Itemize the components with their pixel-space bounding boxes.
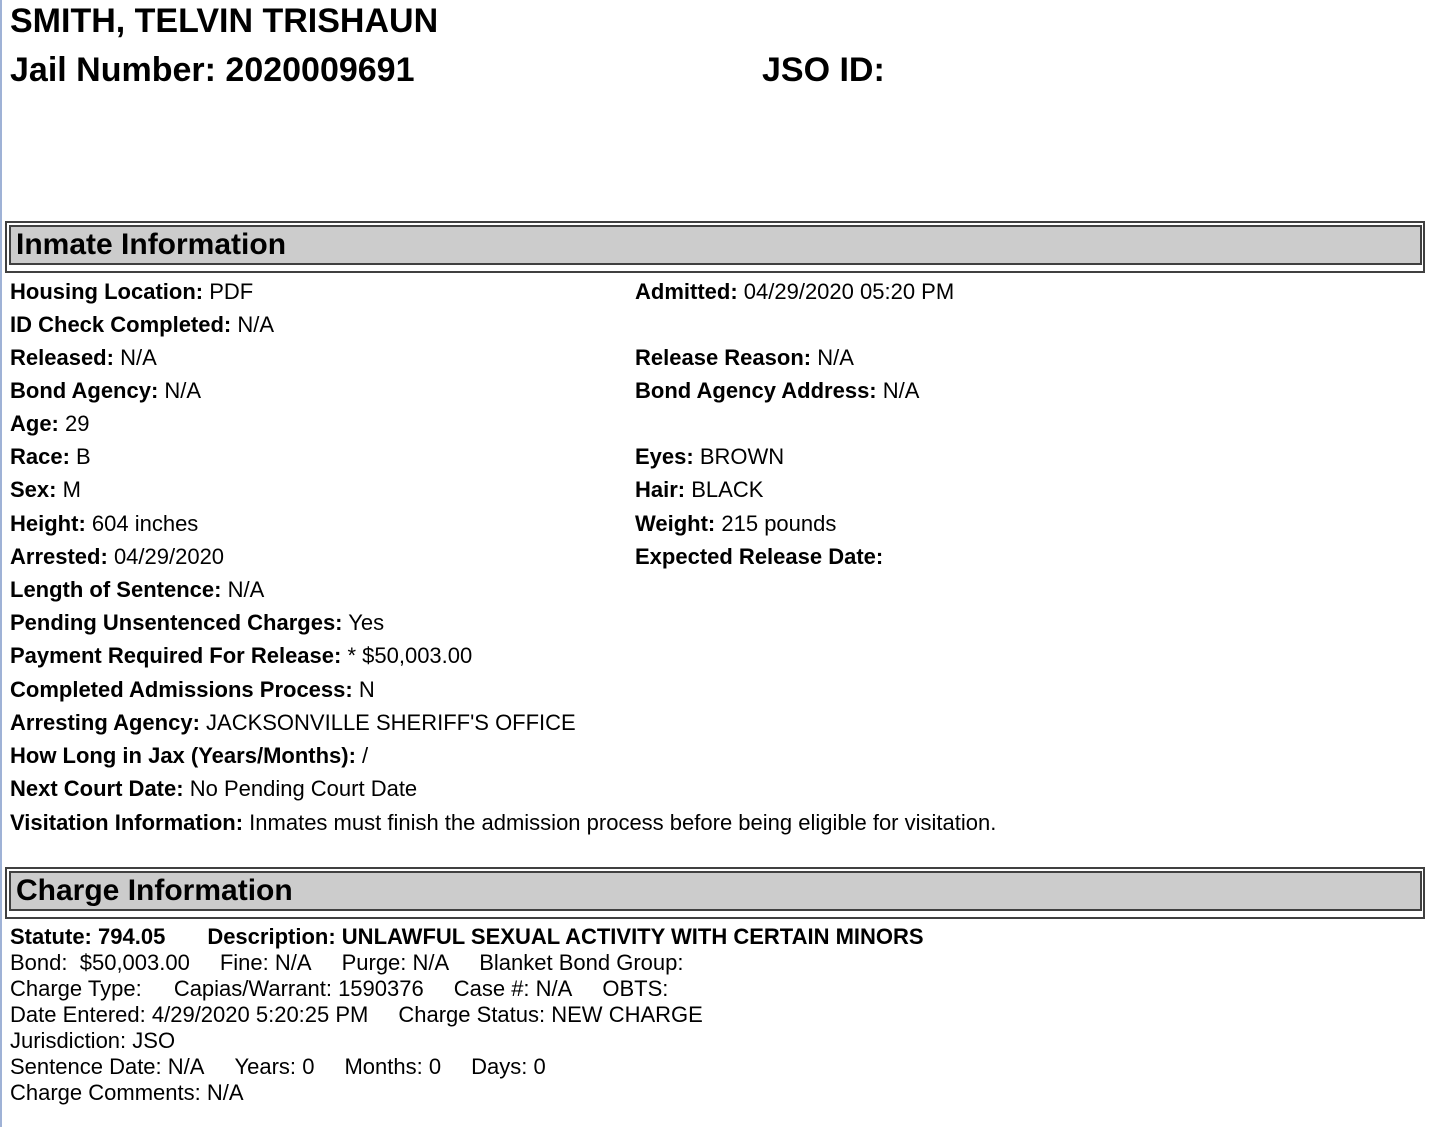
charge-date-entered-line: Date Entered: 4/29/2020 5:20:25 PM Charge Status: NEW CHARGE [10,1002,703,1027]
inmate-name: SMITH, TELVIN TRISHAUN [10,2,439,40]
charge-statute-line: Statute: 794.05 Description: UNLAWFUL SEXUAL ACTIVITY WITH CERTAIN MINORS [10,924,924,949]
bond-agency: Bond Agency: N/A [10,378,202,403]
weight: Weight: 215 pounds [635,511,837,536]
completed-admissions: Completed Admissions Process: N [10,677,375,702]
length-of-sentence: Length of Sentence: N/A [10,577,265,602]
jso-id: JSO ID: [762,51,885,89]
age: Age: 29 [10,411,90,436]
inmate-information-header [5,221,1425,273]
admitted: Admitted: 04/29/2020 05:20 PM [635,279,955,304]
jail-number: Jail Number: 2020009691 [10,51,415,89]
charge-type-line: Charge Type: Capias/Warrant: 1590376 Case #: N/A OBTS: [10,976,669,1001]
eyes: Eyes: BROWN [635,444,785,469]
released: Released: N/A [10,345,157,370]
next-court-date: Next Court Date: No Pending Court Date [10,776,418,801]
charge-information-title: Charge Information [9,871,1422,911]
charge-bond-line: Bond: $50,003.00 Fine: N/A Purge: N/A Blanket Bond Group: [10,950,684,975]
payment-required: Payment Required For Release: * $50,003.00 [10,643,473,668]
bond-agency-address: Bond Agency Address: N/A [635,378,920,403]
visitation-information: Visitation Information: Inmates must finish the admission process before being eligible for visitation. [10,810,997,835]
expected-release-date: Expected Release Date: [635,544,884,569]
housing-location: Housing Location: PDF [10,279,254,304]
release-reason: Release Reason: N/A [635,345,854,370]
height: Height: 604 inches [10,511,199,536]
charge-information-header [5,867,1425,919]
charge-comments-line: Charge Comments: N/A [10,1080,244,1105]
charge-jurisdiction-line: Jurisdiction: JSO [10,1028,176,1053]
arrested: Arrested: 04/29/2020 [10,544,225,569]
arresting-agency: Arresting Agency: JACKSONVILLE SHERIFF'S OFFICE [10,710,576,735]
id-check-completed: ID Check Completed: N/A [10,312,275,337]
how-long-in-jax: How Long in Jax (Years/Months): / [10,743,369,768]
hair: Hair: BLACK [635,477,764,502]
left-edge-rule [0,0,2,1127]
race: Race: B [10,444,91,469]
sex: Sex: M [10,477,81,502]
pending-unsentenced-charges: Pending Unsentenced Charges: Yes [10,610,385,635]
charge-sentence-line: Sentence Date: N/A Years: 0 Months: 0 Days: 0 [10,1054,546,1079]
inmate-information-title: Inmate Information [9,225,1422,265]
